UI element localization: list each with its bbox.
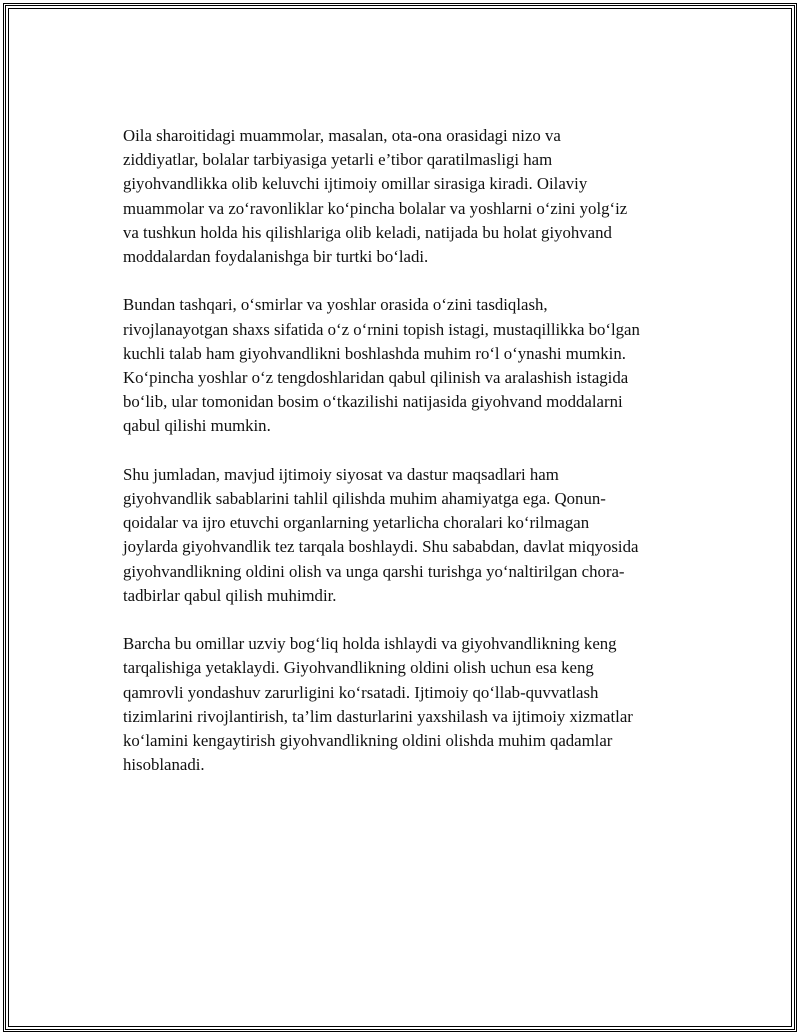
text-line: hisoblanadi. — [123, 755, 205, 775]
text-line: qoidalar va ijro etuvchi organlarning yetarlicha choralari ko‘rilmagan — [123, 513, 590, 533]
text-line: tizimlarini rivojlantirish, ta’lim dasturlarini yaxshilash va ijtimoiy xizmatlar — [123, 706, 633, 726]
text-line: joylarda giyohvandlik tez tarqala boshlaydi. Shu sababdan, davlat miqyosida — [123, 537, 639, 557]
text-line: Bundan tashqari, o‘smirlar va yoshlar orasida o‘zini tasdiqlash, — [123, 295, 548, 315]
text-line: muammolar va zo‘ravonliklar ko‘pincha bolalar va yoshlarni o‘zini yolg‘iz — [123, 198, 628, 218]
page-border — [3, 3, 797, 1032]
text-line: Barcha bu omillar uzviy bog‘liq holda ishlaydi va giyohvandlikning keng — [123, 634, 617, 654]
text-line: kuchli talab ham giyohvandlikni boshlashda muhim ro‘l o‘ynashi mumkin. — [123, 343, 626, 363]
text-line: Shu jumladan, mavjud ijtimoiy siyosat va dastur maqsadlari ham — [123, 464, 559, 484]
paragraph-1 — [123, 124, 693, 269]
text-line: giyohvandlikka olib keluvchi ijtimoiy omillar sirasiga kiradi. Oilaviy — [123, 174, 588, 194]
document-body — [123, 124, 693, 802]
text-line: moddalardan foydalanishga bir turtki bo‘ladi. — [123, 247, 429, 267]
text-line: ziddiyatlar, bolalar tarbiyasiga yetarli e’tibor qaratilmasligi ham — [123, 150, 553, 170]
text-line: bo‘lib, ular tomonidan bosim o‘tkazilishi natijasida giyohvand moddalarni — [123, 392, 623, 412]
text-line: tadbirlar qabul qilish muhimdir. — [123, 585, 337, 605]
text-line: tarqalishiga yetaklaydi. Giyohvandlikning oldini olish uchun esa keng — [123, 658, 594, 678]
text-line: va tushkun holda his qilishlariga olib keladi, natijada bu holat giyohvand — [123, 222, 612, 242]
text-line: qamrovli yondashuv zarurligini ko‘rsatadi. Ijtimoiy qo‘llab-quvvatlash — [123, 682, 599, 702]
text-line: ko‘lamini kengaytirish giyohvandlikning oldini olishda muhim qadamlar — [123, 731, 613, 751]
text-line: giyohvandlik sabablarini tahlil qilishda muhim ahamiyatga ega. Qonun- — [123, 489, 606, 509]
paragraph-3 — [123, 463, 693, 608]
text-line: qabul qilishi mumkin. — [123, 416, 271, 436]
text-line: rivojlanayotgan shaxs sifatida o‘z o‘rnini topish istagi, mustaqillikka bo‘lgan — [123, 319, 640, 339]
text-line: Oila sharoitidagi muammolar, masalan, ota-ona orasidagi nizo va — [123, 126, 561, 145]
paragraph-2 — [123, 293, 693, 438]
text-line: Ko‘pincha yoshlar o‘z tengdoshlaridan qabul qilinish va aralashish istagida — [123, 368, 629, 388]
paragraph-4 — [123, 632, 693, 777]
text-line: giyohvandlikning oldini olish va unga qarshi turishga yo‘naltirilgan chora- — [123, 561, 625, 581]
